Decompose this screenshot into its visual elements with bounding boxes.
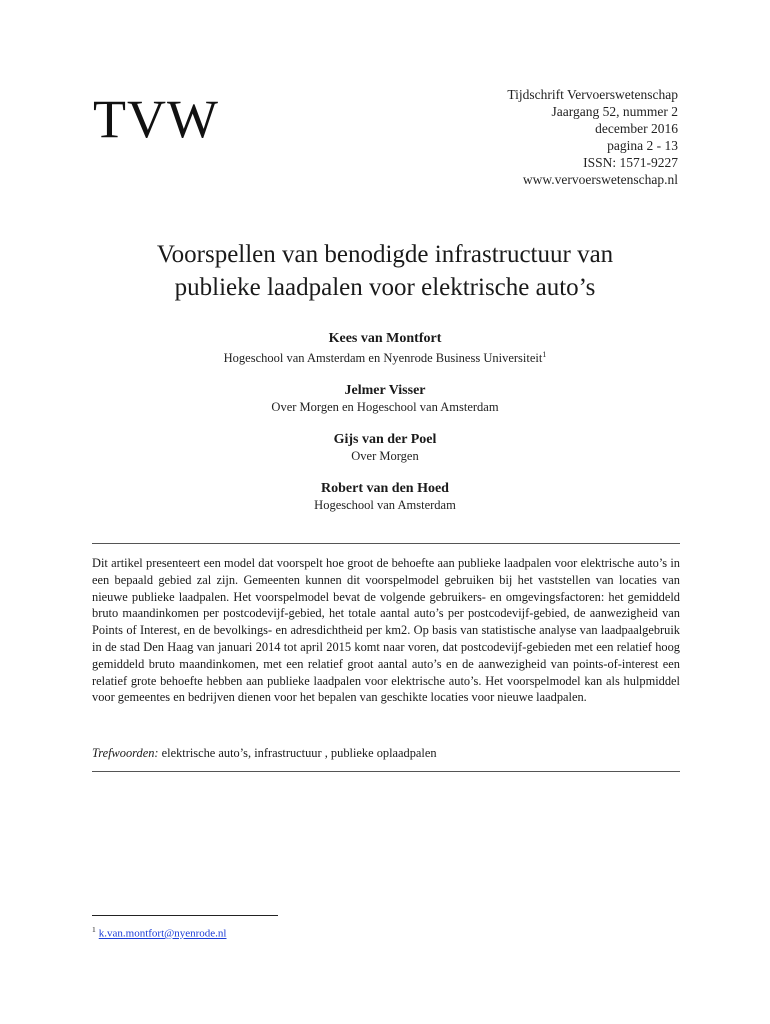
journal-date: december 2016	[595, 121, 678, 136]
journal-logo: TVW	[93, 89, 219, 149]
title-line-1: Voorspellen van benodigde infrastructuur van	[156, 241, 614, 268]
footnote-rule	[92, 915, 278, 916]
footnote	[92, 923, 227, 941]
author-block	[0, 480, 770, 513]
author-email-link[interactable]: k.van.montfort@nyenrode.nl	[98, 927, 227, 940]
keywords-list: elektrische auto’s, infrastructuur , publieke oplaadpalen	[158, 746, 437, 760]
author-affiliation: Hogeschool van Amsterdam en Nyenrode Business Universiteit$^1$	[223, 350, 547, 366]
journal-name: Tijdschrift Vervoerswetenschap	[507, 87, 678, 102]
keywords	[92, 745, 680, 761]
author-affiliation: Over Morgen en Hogeschool van Amsterdam	[271, 400, 499, 415]
footnote-marker: 1	[542, 350, 547, 359]
author-name: Gijs van der Poel	[333, 432, 437, 448]
journal-volume: Jaargang 52, nummer 2	[551, 104, 678, 119]
author-name: Robert van den Hoed	[321, 481, 449, 497]
footnote-number: 1	[92, 925, 96, 934]
keywords-label: Trefwoorden:	[92, 746, 159, 760]
author-affiliation: Over Morgen	[351, 449, 419, 464]
author-name: Jelmer Visser	[344, 383, 426, 399]
author-affiliation: Hogeschool van Amsterdam	[314, 498, 456, 513]
author-block	[0, 330, 770, 366]
author-list	[0, 330, 770, 529]
paper-title	[0, 238, 770, 304]
title-line-2: publieke laadpalen voor elektrische auto’s	[174, 274, 596, 301]
author-block	[0, 382, 770, 415]
author-name: Kees van Montfort	[328, 331, 442, 346]
journal-website: www.vervoerswetenschap.nl	[522, 172, 678, 187]
abstract-top-rule	[92, 543, 680, 544]
abstract-text: Dit artikel presenteert een model dat voorspelt hoe groot de behoefte aan publieke laadpalen voor elektrische auto’s in een bepaald gebied zal zijn. Gemeenten kunnen dit voorspelmodel gebruiken bij het vaststellen van locaties van nieuwe publieke laadpalen. Het voorspelmodel bevat de volgende gebruikers- en omgevingsfactoren: het gemiddeld bruto maandinkomen per postcodevijf-gebied, het totale aantal auto’s per postcodevijf-gebied, de aanwezigheid van Points of Interest, en de bevolkings- en adresdichtheid per km2. Op basis van statistische analyse van laadpaalgebruik in de stad Den Haag van januari 2014 tot april 2015 komt naar voren, dat postcodevijf-gebieden met een relatief hoog gemiddeld bruto maandinkomen, met een relatief groot aantal auto’s en de aanwezigheid van points-of-interest een relatief grote behoefte hebben aan publieke laadpalen voor elektrische auto’s. Het voorspelmodel kan als hulpmiddel voor gemeentes en bedrijven dienen voor het bepalen van geschikte locaties voor nieuwe laadpalen.	[92, 556, 680, 705]
journal-issn: ISSN: 1571-9227	[583, 155, 678, 170]
abstract-bottom-rule	[92, 771, 680, 772]
journal-info	[507, 86, 678, 188]
journal-pages: pagina 2 - 13	[607, 138, 678, 153]
author-block	[0, 431, 770, 464]
